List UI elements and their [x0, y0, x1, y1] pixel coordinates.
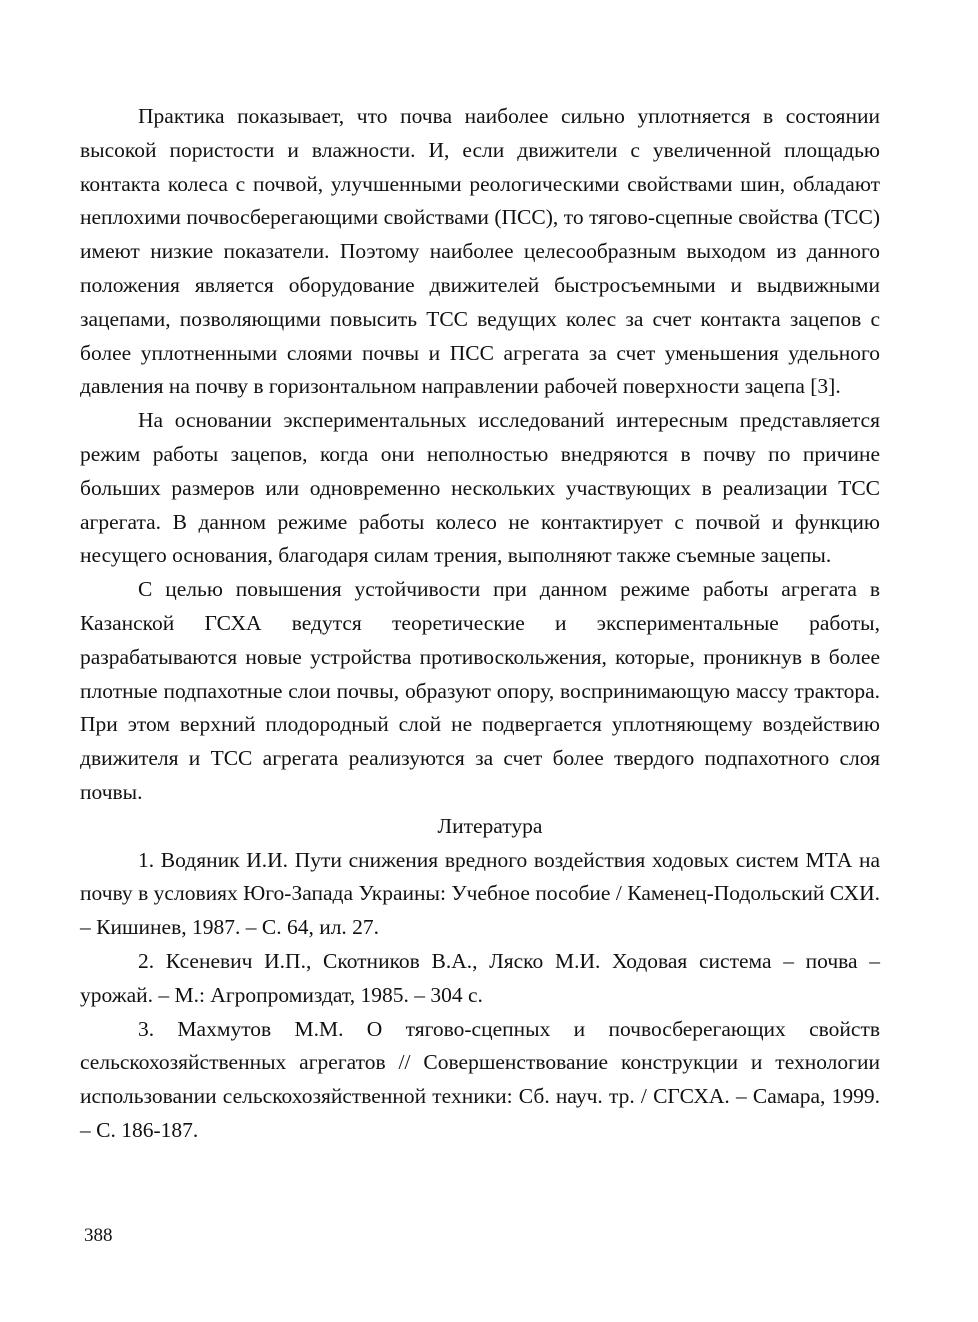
- reference-item-3: 3. Махмутов М.М. О тягово-сцепных и почвосберегающих свойств сельскохозяйственных агрегатов // Совершенствование конструкции и технологии использовании сельскохозяйственной техники: Сб. науч. тр. / СГСХА. – Самара, 1999. – С. 186-187.: [80, 1016, 880, 1142]
- page-number: 388: [84, 1225, 113, 1246]
- page-content: [80, 100, 880, 1148]
- reference-item-2: 2. Ксеневич И.П., Скотников В.А., Ляско М.И. Ходовая система – почва – урожай. – М.: Агропромиздат, 1985. – 304 с.: [80, 948, 880, 1007]
- paragraph-3: С целью повышения устойчивости при данном режиме работы агрегата в Казанской ГСХА ведутся теоретические и экспериментальные работы, разрабатываются новые устройства противоскольжения, которые, проникнув в более плотные подпахотные слои почвы, образуют опору, воспринимающую массу трактора. При этом верхний плодородный слой не подвергается уплотняющему воздействию движителя и ТСС агрегата реализуются за счет более твердого подпахотного слоя почвы.: [80, 577, 880, 804]
- references-heading: Литература: [437, 813, 543, 838]
- paragraph-2: На основании экспериментальных исследований интересным представляется режим работы зацепов, когда они неполностью внедряются в почву по причине больших размеров или одновременно нескольких участвующих в реализации ТСС агрегата. В данном режиме работы колесо не контактирует с почвой и функцию несущего основания, благодаря силам трения, выполняют также съемные зацепы.: [80, 408, 880, 568]
- reference-item-1: 1. Водяник И.И. Пути снижения вредного воздействия ходовых систем МТА на почву в условиях Юго-Запада Украины: Учебное пособие / Каменец-Подольский СХИ. – Кишинев, 1987. – С. 64, ил. 27.: [80, 847, 880, 940]
- paragraph-1: Практика показывает, что почва наиболее сильно уплотняется в состоянии высокой пористости и влажности. И, если движители с увеличенной площадью контакта колеса с почвой, улучшенными реологическими свойствами шин, обладают неплохими почвосберегающими свойствами (ПСС), то тягово-сцепные свойства (ТСС) имеют низкие показатели. Поэтому наиболее целесообразным выходом из данного положения является оборудование движителей быстросъемными и выдвижными зацепами, позволяющими повысить ТСС ведущих колес за счет контакта зацепов с более уплотненными слоями почвы и ПСС агрегата за счет уменьшения удельного давления на почву в горизонтальном направлении рабочей поверхности зацепа [3].: [80, 104, 880, 399]
- references-list: [80, 844, 880, 1148]
